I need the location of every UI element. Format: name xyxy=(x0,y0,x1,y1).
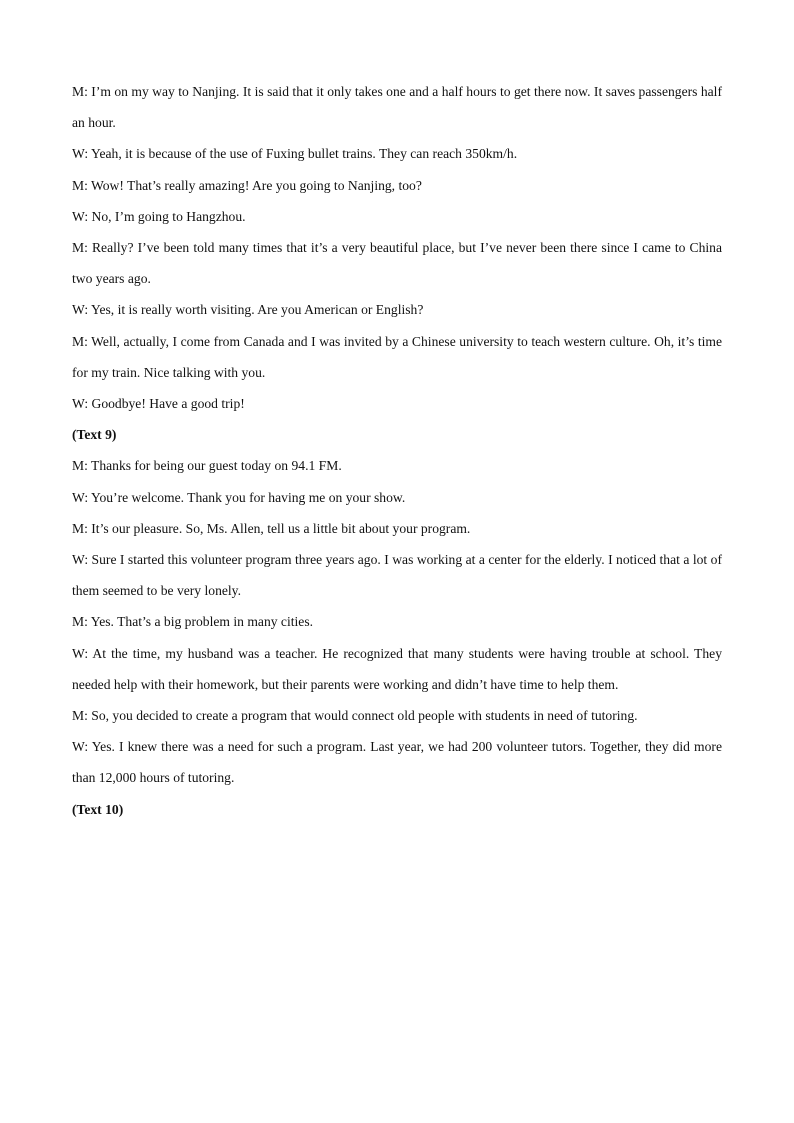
dialogue-line: W: You’re welcome. Thank you for having me on your show. xyxy=(72,489,406,505)
dialogue-line: W: Sure I started this volunteer program three years ago. I was working at a center for the elderly. I noticed that a lot of them seemed to be very lonely. xyxy=(72,552,722,599)
dialogue-line: M: It’s our pleasure. So, Ms. Allen, tell us a little bit about your program. xyxy=(72,520,471,536)
section-heading-text-9: (Text 9) xyxy=(72,427,117,443)
dialogue-line: M: So, you decided to create a program that would connect old people with students in need of tutoring. xyxy=(72,708,638,724)
dialogue-line: W: Yeah, it is because of the use of Fuxing bullet trains. They can reach 350km/h. xyxy=(72,146,518,162)
dialogue-line: M: Thanks for being our guest today on 94.1 FM. xyxy=(72,458,342,474)
dialogue-line: M: I’m on my way to Nanjing. It is said that it only takes one and a half hours to get there now. It saves passengers half an hour. xyxy=(72,84,722,131)
dialogue-line: M: Yes. That’s a big problem in many cities. xyxy=(72,614,314,630)
dialogue-line: M: Really? I’ve been told many times that it’s a very beautiful place, but I’ve never been there since I came to China two years ago. xyxy=(72,240,722,287)
section-heading-text-10: (Text 10) xyxy=(72,801,124,817)
document-page xyxy=(72,76,722,825)
dialogue-line: W: At the time, my husband was a teacher. He recognized that many students were having trouble at school. They needed help with their homework, but their parents were working and didn’t have time to help them. xyxy=(72,645,722,692)
dialogue-line: W: Yes. I knew there was a need for such a program. Last year, we had 200 volunteer tutors. Together, they did more than 12,000 hours of tutoring. xyxy=(72,739,722,786)
dialogue-line: M: Well, actually, I come from Canada and I was invited by a Chinese university to teach western culture. Oh, it’s time for my train. Nice talking with you. xyxy=(72,333,722,380)
dialogue-line: W: Goodbye! Have a good trip! xyxy=(72,396,245,412)
dialogue-line: W: Yes, it is really worth visiting. Are you American or English? xyxy=(72,302,424,318)
dialogue-line: M: Wow! That’s really amazing! Are you going to Nanjing, too? xyxy=(72,177,422,193)
dialogue-line: W: No, I’m going to Hangzhou. xyxy=(72,208,246,224)
